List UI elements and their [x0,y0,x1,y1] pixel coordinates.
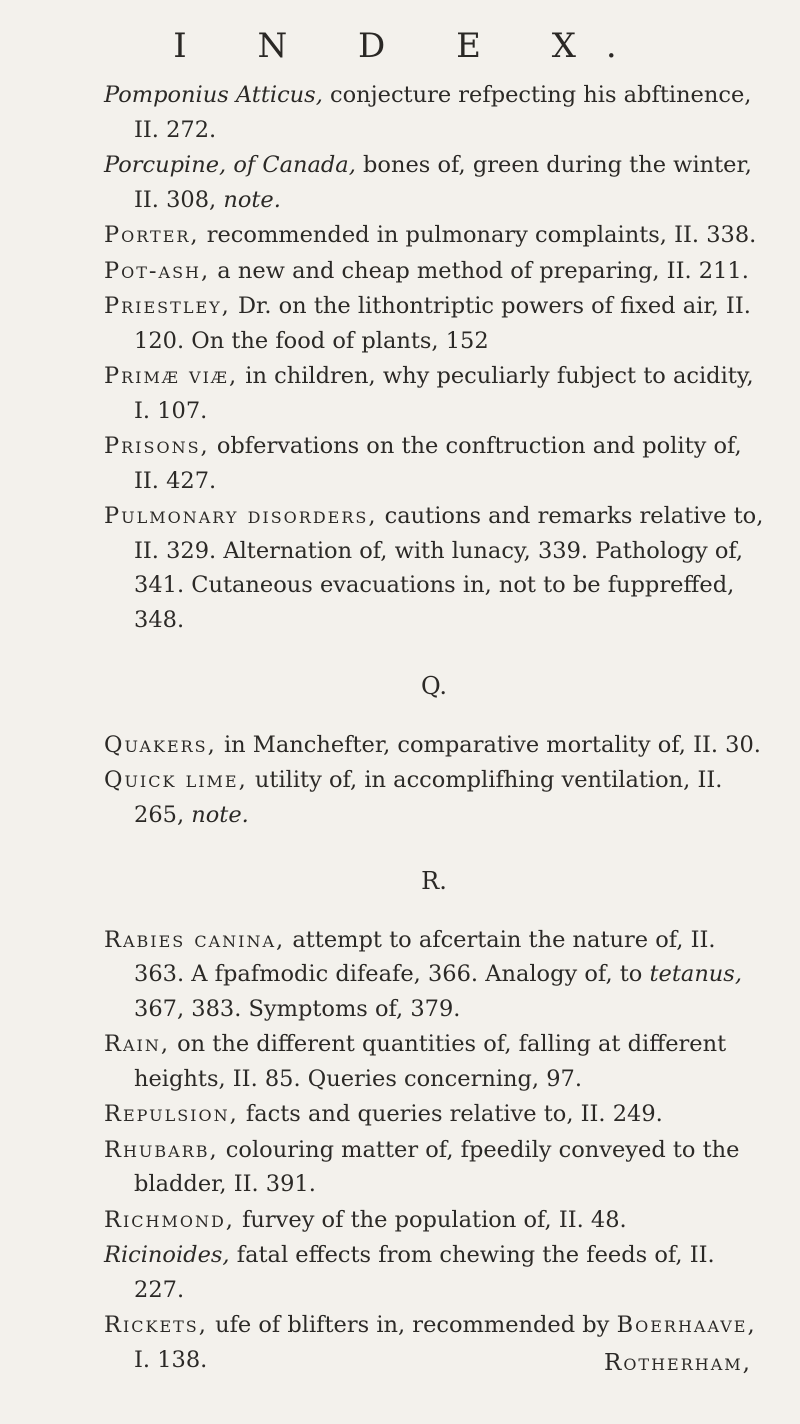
index-entry-pot-ash [104,254,764,289]
index-entry-rhubarb [104,1133,764,1202]
index-entry-pulmonary-disorders [104,499,764,637]
entry-note: note. [191,801,249,828]
entry-headword: Richmond, [104,1206,235,1233]
entry-text: cautions and remarks relative to, II. 329. Alternation of, with lunacy, 339. Pathology of, 341. Cutaneous evacuations in, not to be fuppreffed, 348. [134,503,764,633]
entry-headword: Rickets, [104,1312,208,1338]
index-entry-ricinoides [104,1238,764,1307]
entry-text: attempt to afcertain the nature of, II. 363. A fpafmodic difeafe, 366. Analogy of, to [134,926,716,987]
entry-headword: Pulmonary disorders, [104,503,378,529]
entry-text: bones of, green during the winter, II. 308, [134,152,752,213]
entry-text: furvey of the population of, II. 48. [234,1206,627,1233]
entry-headword: Priestley, [104,293,231,319]
index-entry-primae-viae [104,359,764,428]
entry-headword: Ricinoides, [104,1242,230,1268]
entry-text: colouring matter of, fpeedily conveyed to the bladder, II. 391. [134,1136,740,1197]
section-letter-r: R. [421,867,447,895]
index-entry-rabies-canina [104,923,764,1027]
entry-text-italic: tetanus, [649,961,742,987]
entry-text: recommended in pulmonary complaints, II. 338. [199,222,757,248]
entry-text: ufe of blifters in, recommended by [207,1312,617,1338]
entry-headword: Rain, [104,1031,170,1057]
index-entry-richmond [104,1203,764,1238]
index-entries [104,78,764,1378]
entry-headword: Rhubarb, [104,1136,219,1163]
index-entry-prisons [104,429,764,498]
entry-headword: Rabies canina, [104,926,286,953]
entry-text: I. 138. [134,1346,208,1373]
section-letter-q: Q. [420,672,448,700]
entry-headword: Porcupine, [104,152,227,178]
index-entry-priestley [104,289,764,358]
entry-headword: Quick lime, [104,767,248,793]
index-entry-quakers [104,728,764,763]
index-entry-porter [104,218,764,253]
entry-headword: Prisons, [104,433,210,459]
entry-name-smallcaps: Boerhaave, [616,1312,757,1338]
entry-text: facts and queries relative to, II. 249. [238,1101,663,1127]
entry-text: on the different quantities of, falling at different heights, II. 85. Queries concerning, 97. [134,1031,727,1092]
index-entry-repulsion [104,1097,764,1132]
entry-headword: Pomponius Atticus, [104,82,323,108]
catchword: Rotherham, [604,1350,752,1376]
entry-text: Dr. on the lithontriptic powers of fixed air, II. 120. On the food of plants, 152 [134,293,751,354]
index-entry-quick-lime [104,763,764,832]
running-head: I N D E X. [173,26,647,66]
entry-note: note. [223,186,281,213]
entry-headword: Quakers, [104,731,217,758]
entry-text-italic: of Canada, [233,152,356,178]
entry-text: obfervations on the conftruction and polity of, II. 427. [134,433,742,494]
entry-text: fatal effects from chewing the feeds of, II. 227. [134,1242,715,1303]
entry-headword: Repulsion, [104,1101,239,1127]
entry-headword: Primæ viæ, [104,363,239,389]
index-entry-pomponius-atticus [104,78,764,147]
entry-headword: Porter, [104,222,200,248]
entry-text: conjecture refpecting his abftinence, II. 272. [134,82,752,143]
entry-text: 367, 383. Symptoms of, 379. [134,995,461,1022]
entry-text: in Manchefter, comparative mortality of, II. 30. [216,731,761,758]
entry-text: utility of, in accomplifhing ventilation, II. 265, [134,767,723,828]
entry-headword: Pot-ash, [104,257,211,284]
index-entry-porcupine [104,148,764,217]
entry-text: in children, why peculiarly fubject to acidity, I. 107. [134,363,754,424]
entry-text: a new and cheap method of preparing, II. 211. [210,257,749,284]
index-entry-rain [104,1027,764,1096]
